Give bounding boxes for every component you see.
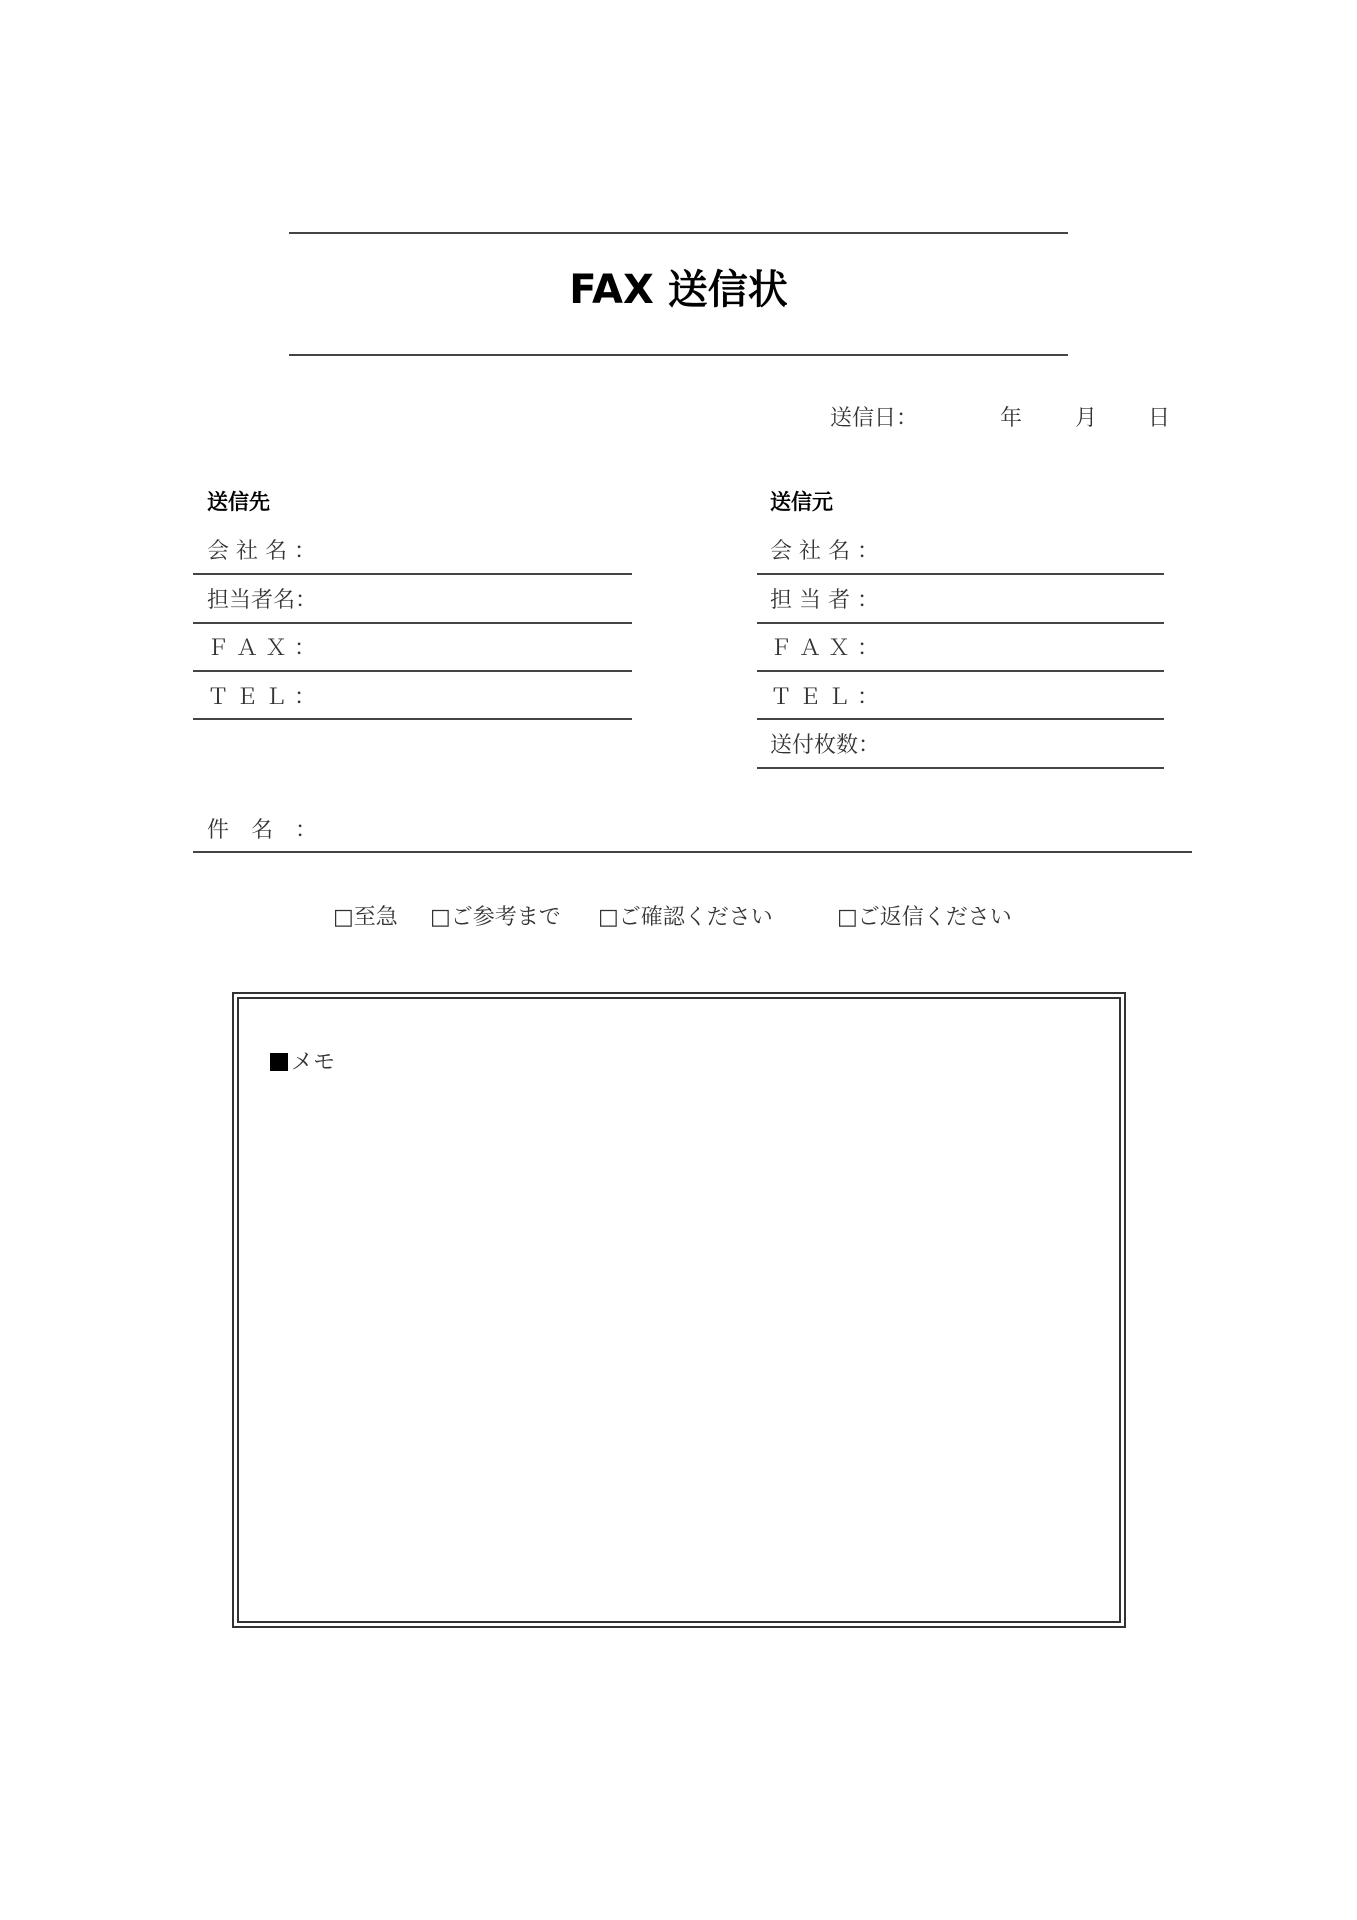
send-date-day-field[interactable] [1100,404,1145,434]
recipient-fax-value[interactable] [360,634,630,664]
sender-tel-underline [757,718,1164,720]
sender-fax-label: Ｆ Ａ Ｘ ： [770,636,879,661]
checkbox-square-icon[interactable]: □ [837,905,858,930]
memo-content[interactable] [270,1090,1090,1590]
send-date-month-field[interactable] [1025,404,1070,434]
send-date-year-field[interactable] [925,404,995,434]
sender-company-value[interactable] [900,537,1160,567]
recipient-contact-value[interactable] [360,586,630,616]
sender-fax-underline [757,670,1164,672]
recipient-company-value[interactable] [360,537,630,567]
checkbox-square-icon[interactable]: □ [598,905,619,930]
checkbox-please-reply[interactable] [837,903,1012,933]
checkbox-group [0,903,1357,933]
recipient-tel-label: Ｔ Ｅ Ｌ ： [207,685,316,710]
sender-page-count-value[interactable] [900,731,1160,761]
recipient-fax-underline [193,670,632,672]
checkbox-for-reference[interactable] [430,903,561,933]
black-square-icon [270,1053,288,1071]
memo-label: メモ [291,1050,336,1075]
checkbox-please-confirm[interactable] [598,903,773,933]
recipient-tel-value[interactable] [360,683,630,713]
send-date-year-label: 年 [1000,406,1023,431]
sender-tel-value[interactable] [900,683,1160,713]
recipient-contact-label: 担当者名： [207,588,318,613]
recipient-contact-underline [193,622,632,624]
sender-company-underline [757,573,1164,575]
recipient-company-label: 会 社 名 ： [207,539,316,564]
send-date-label: 送信日： [830,406,919,431]
send-date-month-label: 月 [1075,406,1098,431]
checkbox-square-icon[interactable]: □ [333,905,354,930]
memo-heading [270,1048,335,1078]
send-date-day-label: 日 [1148,406,1171,431]
subject-label: 件 名 ： [207,818,318,843]
checkbox-please-confirm-label: ご確認ください [618,905,773,930]
sender-page-count-underline [757,767,1164,769]
sender-page-count-label: 送付枚数： [770,733,881,758]
recipient-heading: 送信先 [207,490,270,514]
subject-value[interactable] [360,816,1180,846]
sender-fax-value[interactable] [900,634,1160,664]
page-title: FAX 送信状 [569,267,788,313]
sender-heading: 送信元 [770,490,833,514]
sender-contact-value[interactable] [900,586,1160,616]
subject-underline [193,851,1192,853]
checkbox-square-icon[interactable]: □ [430,905,451,930]
recipient-tel-underline [193,718,632,720]
checkbox-urgent[interactable] [333,903,398,933]
recipient-fax-label: Ｆ Ａ Ｘ ： [207,636,316,661]
sender-company-label: 会 社 名 ： [770,539,879,564]
sender-tel-label: Ｔ Ｅ Ｌ ： [770,685,879,710]
checkbox-urgent-label: 至急 [353,905,398,930]
checkbox-please-reply-label: ご返信ください [857,905,1012,930]
title-top-rule [289,232,1068,234]
title-bottom-rule [289,354,1068,356]
recipient-company-underline [193,573,632,575]
sender-contact-label: 担 当 者 ： [770,588,879,613]
sender-contact-underline [757,622,1164,624]
checkbox-for-reference-label: ご参考まで [450,905,561,930]
